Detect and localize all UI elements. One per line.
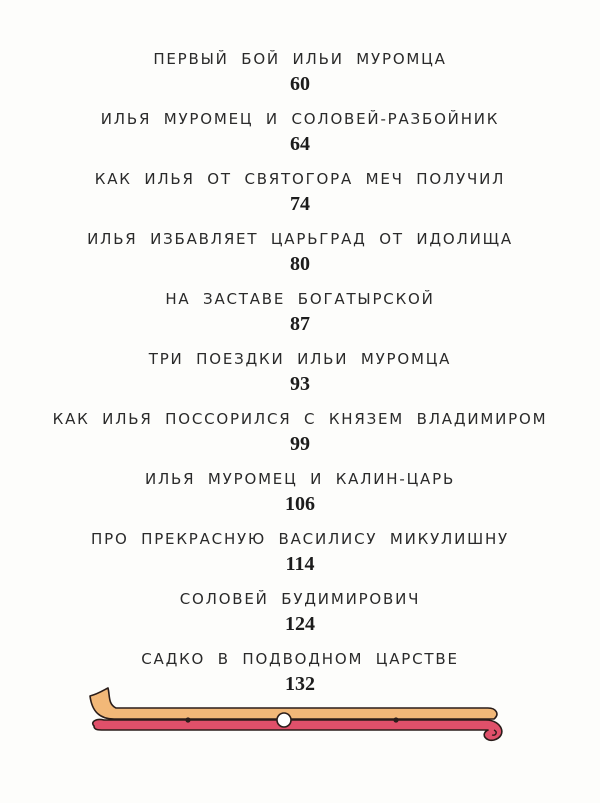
entry-title: ИЛЬЯ ИЗБАВЛЯЕТ ЦАРЬГРАД ОТ ИДОЛИЩА xyxy=(87,230,513,248)
entry-page-number: 114 xyxy=(285,553,315,575)
entry-title: НА ЗАСТАВЕ БОГАТЫРСКОЙ xyxy=(165,290,435,308)
toc-entry[interactable] xyxy=(0,286,600,346)
entry-title: СОЛОВЕЙ БУДИМИРОВИЧ xyxy=(179,590,421,608)
toc-entry[interactable] xyxy=(0,526,600,586)
entry-page-number: 74 xyxy=(290,193,310,215)
entry-title: ПЕРВЫЙ БОЙ ИЛЬИ МУРОМЦА xyxy=(153,50,447,68)
toc-entry[interactable] xyxy=(0,586,600,646)
toc-entry[interactable] xyxy=(0,166,600,226)
entry-title: КАК ИЛЬЯ ПОССОРИЛСЯ С КНЯЗЕМ ВЛАДИМИРОМ xyxy=(52,410,548,428)
entry-title: САДКО В ПОДВОДНОМ ЦАРСТВЕ xyxy=(141,650,459,668)
toc-entry[interactable] xyxy=(0,406,600,466)
entry-page-number: 60 xyxy=(290,73,310,95)
entry-title: ТРИ ПОЕЗДКИ ИЛЬИ МУРОМЦА xyxy=(148,350,452,368)
entry-page-number: 106 xyxy=(285,493,315,515)
toc-entry[interactable] xyxy=(0,346,600,406)
toc-entry[interactable] xyxy=(0,466,600,526)
decorative-divider-icon xyxy=(78,686,508,746)
toc-entry[interactable] xyxy=(0,106,600,166)
entry-page-number: 132 xyxy=(285,673,315,695)
entry-title: ИЛЬЯ МУРОМЕЦ И СОЛОВЕЙ-РАЗБОЙНИК xyxy=(100,110,500,128)
entry-page-number: 99 xyxy=(290,433,310,455)
entry-page-number: 64 xyxy=(290,133,310,155)
entry-page-number: 80 xyxy=(290,253,310,275)
entry-title: КАК ИЛЬЯ ОТ СВЯТОГОРА МЕЧ ПОЛУЧИЛ xyxy=(94,170,506,188)
toc-entry[interactable] xyxy=(0,226,600,286)
table-of-contents xyxy=(0,46,600,706)
entry-title: ПРО ПРЕКРАСНУЮ ВАСИЛИСУ МИКУЛИШНУ xyxy=(91,530,509,548)
entry-page-number: 93 xyxy=(290,373,310,395)
entry-page-number: 124 xyxy=(285,613,315,635)
entry-title: ИЛЬЯ МУРОМЕЦ И КАЛИН-ЦАРЬ xyxy=(144,470,456,488)
toc-entry[interactable] xyxy=(0,46,600,106)
entry-page-number: 87 xyxy=(290,313,310,335)
